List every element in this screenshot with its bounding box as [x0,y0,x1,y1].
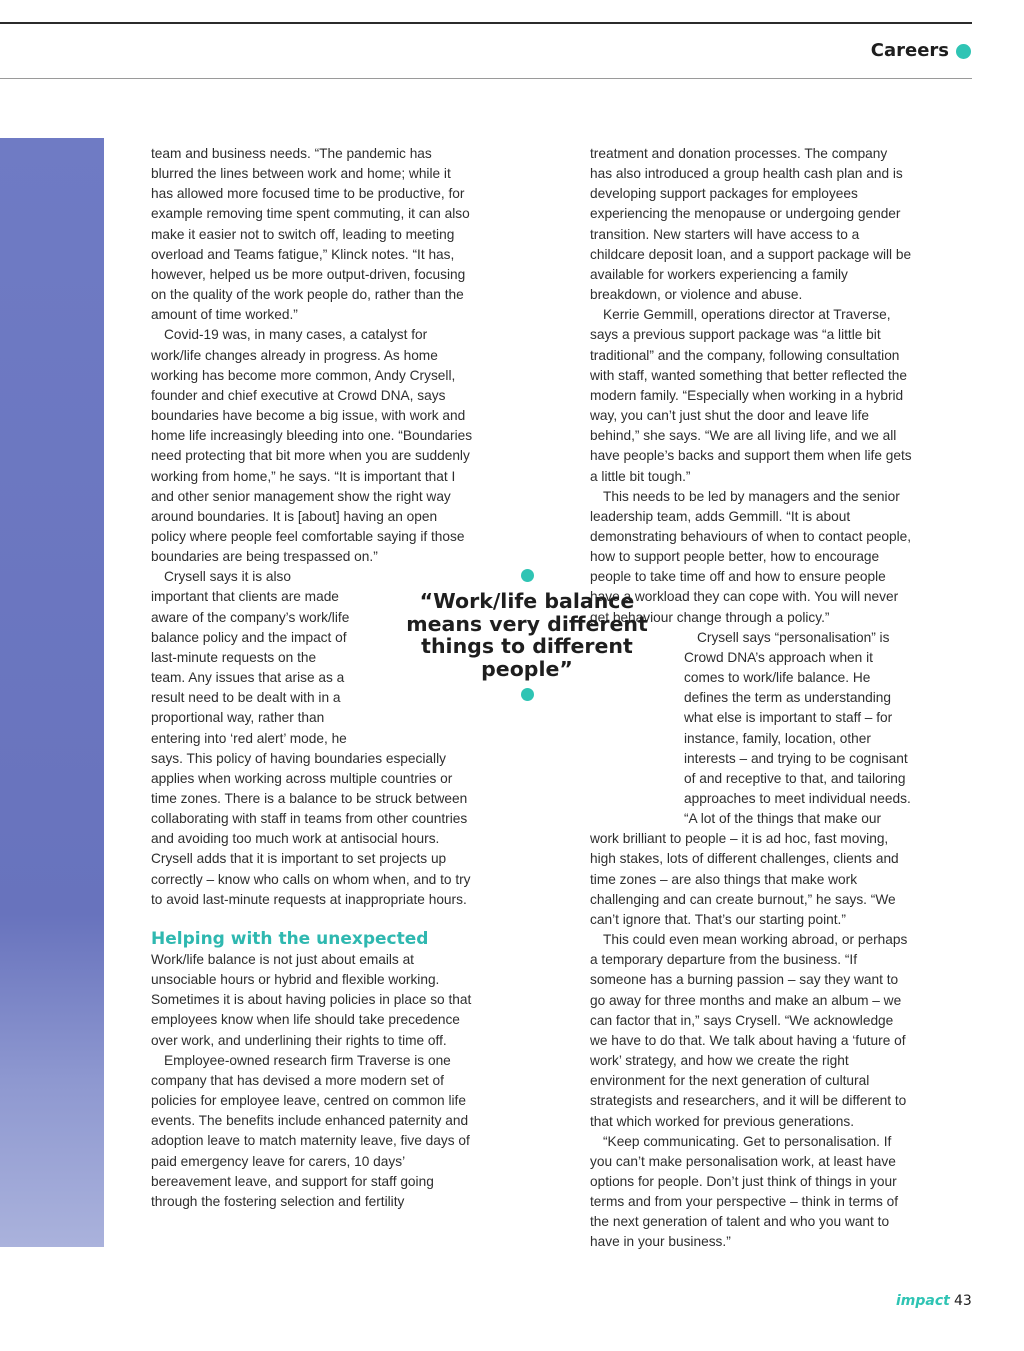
subheading: Helping with the unexpected [151,928,429,949]
quote-dot-icon [521,688,534,701]
brand-logo: impact [896,1293,950,1309]
quote-dot-icon [521,569,534,582]
paragraph: Crysell says “personalisation” is Crowd DNA’s approach when it comes to work/life balance. He defines the term as understanding what else is important to staff – for instance, family, location, other interests – and trying to be cognisant of and receptive to that, and tailoring approaches to meet individual needs. “A lot of the things that make our work brilliant to people – it is ad hoc, fast moving, high stakes, lots of different challenges, clients and time zones – are also things that make work challenging and can create burnout,” he says. “We can’t ignore that. That’s our starting point.” [590,629,911,927]
paragraph: This could even mean working abroad, or perhaps a temporary departure from the business. “If someone has a burning passion – say they want to go away for three months and make an album – we can factor that in,” says Crysell. “We acknowledge we have to do that. We talk about having a ‘future of work’ strategy, and how we create the right environment for the next generation of cultural strategists and researchers, and it will be different to that which worked for previous generations. [590,932,908,1129]
section-dot-icon [956,44,971,59]
paragraph: treatment and donation processes. The company has also introduced a group health cash plan and is developing support packages for employees experiencing the menopause or undergoing gender transition. New starters will have access to a childcare deposit loan, and a support package will be available for workers experiencing a family breakdown, or violence and abuse. [590,146,912,303]
header-divider [0,78,972,79]
paragraph: Kerrie Gemmill, operations director at Traverse, says a previous support package was “a little bit traditional” and the company, following consultation with staff, wanted something that better reflected the modern family. “Especially when working in a hybrid way, you can’t just shut the door and leave life behind,” she says. “We are all living life, and we all have people’s backs and support them when life gets a little bit tough.” [590,307,912,484]
paragraph: Employee-owned research firm Traverse is one company that has devised a more modern set of policies for employee leave, centred on common life events. The benefits include enhanced paternity and adoption leave to match maternity leave, five days of paid emergency leave for carers, 10 days’ bereavement leave, and support for staff going through the fostering selection and fertility [151,1052,470,1209]
paragraph: “Keep communicating. Get to personalisation. If you can’t make personalisation work, at least have options for people. Don’t just think of things in your terms and from your perspective – think in terms of the next generation of talent and who you want to have in your business.” [590,1133,899,1250]
paragraph: Crysell says it is also important that clients are made aware of the company’s work/life balance policy and the impact of last-minute requests on the team. Any issues that arise as a result need to be dealt with in a proportional way, rather than entering into ‘red alert’ mode, he says. This policy of having boundaries especially applies when working across multiple countries or time zones. There is a balance to be struck between collaborating with staff in teams from other countries and avoiding too much work at antisocial hours. Crysell adds that it is important to set projects up correctly – know who calls on whom when, and to try to avoid last-minute requests at inappropriate hours. [151,569,471,907]
page-number: 43 [954,1293,972,1309]
paragraph: Covid-19 was, in many cases, a catalyst for work/life changes already in progress. As home working has become more common, Andy Crysell, founder and chief executive at Crowd DNA, says boundaries have become a big issue, with work and home life increasingly bleeding into one. “Boundaries need protecting that bit more when you are suddenly working from home,” he says. “It is important that I and other senior management show the right way around boundaries. It is [about] having an open policy where people feel comfortable saying if those boundaries are being trespassed on.” [151,327,473,565]
top-rule [0,22,972,24]
paragraph: Work/life balance is not just about emails at unsociable hours or hybrid and flexible working. Sometimes it is about having policies in place so that employees know when life should take precedence over work, and underlining their rights to time off. [151,951,472,1048]
paragraph: This needs to be led by managers and the senior leadership team, adds Gemmill. “It is about demonstrating behaviours of when to contact people, how to support people better, how to encourage people to take time off and how to ensure people have a workload they can cope with. You will never get behaviour change through a policy.” [590,488,912,625]
decorative-side-bar [0,138,104,1247]
paragraph: team and business needs. “The pandemic has blurred the lines between work and home; while it has allowed more focused time to be productive, for example removing time spent commuting, it can also make it easier not to switch off, leading to meeting overload and Teams fatigue,” Klinck notes. “It has, however, helped us be more output-driven, focusing on the quality of the work people do, rather than the amount of time worked.” [151,146,470,323]
section-label: Careers [870,40,949,61]
pull-quote-text: “Work/life balance means very different things to different people” [406,589,648,681]
pull-quote [406,569,648,701]
